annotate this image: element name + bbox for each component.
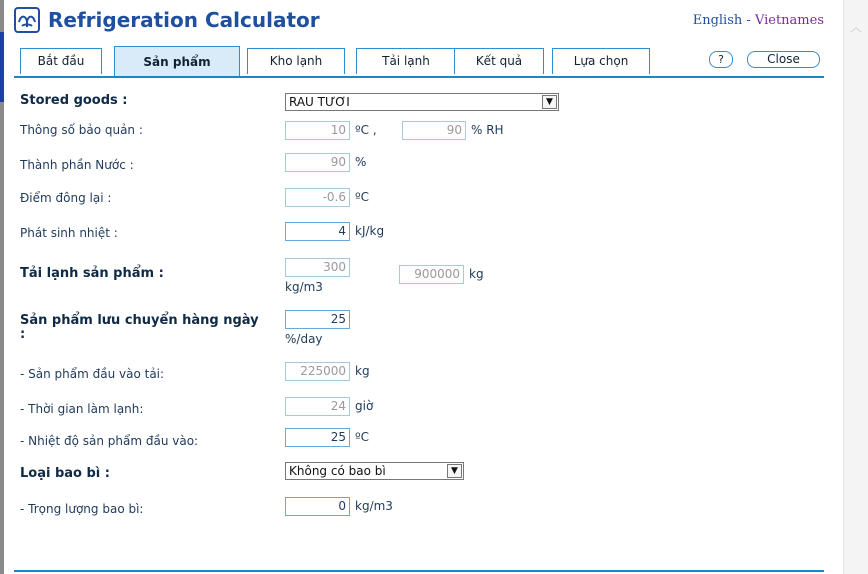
input-temp-unit: ºC: [355, 430, 370, 444]
heat-generation-unit: kJ/kg: [355, 224, 385, 238]
heat-generation-label: Phát sinh nhiệt :: [20, 226, 118, 240]
freezing-point-unit: ºC: [355, 190, 370, 204]
tab-start[interactable]: Bắt đầu: [20, 48, 102, 74]
product-load-label: Tải lạnh sản phẩm :: [20, 266, 164, 281]
language-vietnamese-link[interactable]: Vietnames: [754, 13, 824, 28]
freezing-point-label: Điểm đông lại :: [20, 191, 112, 205]
scroll-up-icon[interactable]: ︿: [850, 21, 862, 34]
packaging-weight-field[interactable]: 0: [285, 497, 350, 516]
storage-rh-unit: % RH: [471, 123, 504, 137]
packaging-type-value: Không có bao bì: [289, 464, 386, 478]
tab-cold-storage[interactable]: Kho lạnh: [247, 48, 345, 74]
product-density-unit: kg/m3: [285, 280, 323, 294]
cooling-time-field[interactable]: 24: [285, 397, 350, 416]
bottom-divider: [14, 570, 824, 572]
storage-params-label: Thông số bảo quản :: [20, 123, 143, 137]
dropdown-arrow-icon[interactable]: ▼: [447, 464, 462, 478]
storage-temp-unit: ºC ,: [355, 123, 377, 137]
help-button[interactable]: ?: [709, 51, 733, 68]
language-switcher: [693, 13, 824, 28]
product-mass-unit: kg: [469, 267, 484, 281]
daily-turnover-field[interactable]: 25: [285, 310, 350, 329]
tab-bar: [14, 48, 824, 78]
input-load-field[interactable]: 225000: [285, 362, 350, 381]
storage-rh-field[interactable]: 90: [402, 121, 466, 140]
input-load-unit: kg: [355, 364, 370, 378]
language-english-link[interactable]: English: [692, 13, 743, 28]
app-logo-icon: [14, 7, 40, 33]
water-content-unit: %: [355, 155, 367, 169]
vertical-scrollbar[interactable]: [843, 0, 868, 574]
tab-options[interactable]: Lựa chọn: [552, 48, 650, 74]
language-separator: -: [742, 13, 755, 28]
product-density-field[interactable]: 300: [285, 258, 350, 277]
input-load-label: - Sản phẩm đầu vào tải:: [20, 367, 165, 381]
cooling-time-label: - Thời gian làm lạnh:: [20, 402, 144, 416]
window-left-accent: [0, 32, 4, 102]
water-content-field[interactable]: 90: [285, 153, 350, 172]
app-title: Refrigeration Calculator: [48, 8, 320, 32]
cooling-time-unit: giờ: [355, 399, 374, 413]
daily-turnover-unit: %/day: [285, 332, 323, 346]
packaging-weight-unit: kg/m3: [355, 499, 393, 513]
close-button[interactable]: Close: [747, 51, 820, 68]
tab-product[interactable]: Sản phẩm: [114, 46, 240, 76]
tab-cooling-load[interactable]: Tải lạnh: [356, 48, 456, 74]
packaging-weight-label: - Trọng lượng bao bì:: [20, 502, 144, 516]
dropdown-arrow-icon[interactable]: ▼: [542, 95, 557, 109]
heat-generation-field[interactable]: 4: [285, 222, 350, 241]
product-mass-field[interactable]: 900000: [399, 265, 464, 284]
stored-goods-select[interactable]: [285, 93, 559, 111]
stored-goods-value: RAU TƯƠI: [289, 95, 350, 109]
packaging-type-select[interactable]: [285, 462, 464, 480]
packaging-type-label: Loại bao bì :: [20, 466, 110, 481]
input-temp-field[interactable]: 25: [285, 428, 350, 447]
water-content-label: Thành phần Nước :: [20, 158, 134, 172]
tab-results[interactable]: Kết quả: [454, 48, 544, 74]
app-header: [14, 4, 824, 38]
freezing-point-field[interactable]: -0.6: [285, 188, 350, 207]
storage-temp-field[interactable]: 10: [285, 121, 350, 140]
stored-goods-label: Stored goods :: [20, 93, 128, 108]
daily-turnover-label: Sản phẩm lưu chuyển hàng ngày :: [20, 313, 259, 342]
input-temp-label: - Nhiệt độ sản phẩm đầu vào:: [20, 434, 199, 448]
